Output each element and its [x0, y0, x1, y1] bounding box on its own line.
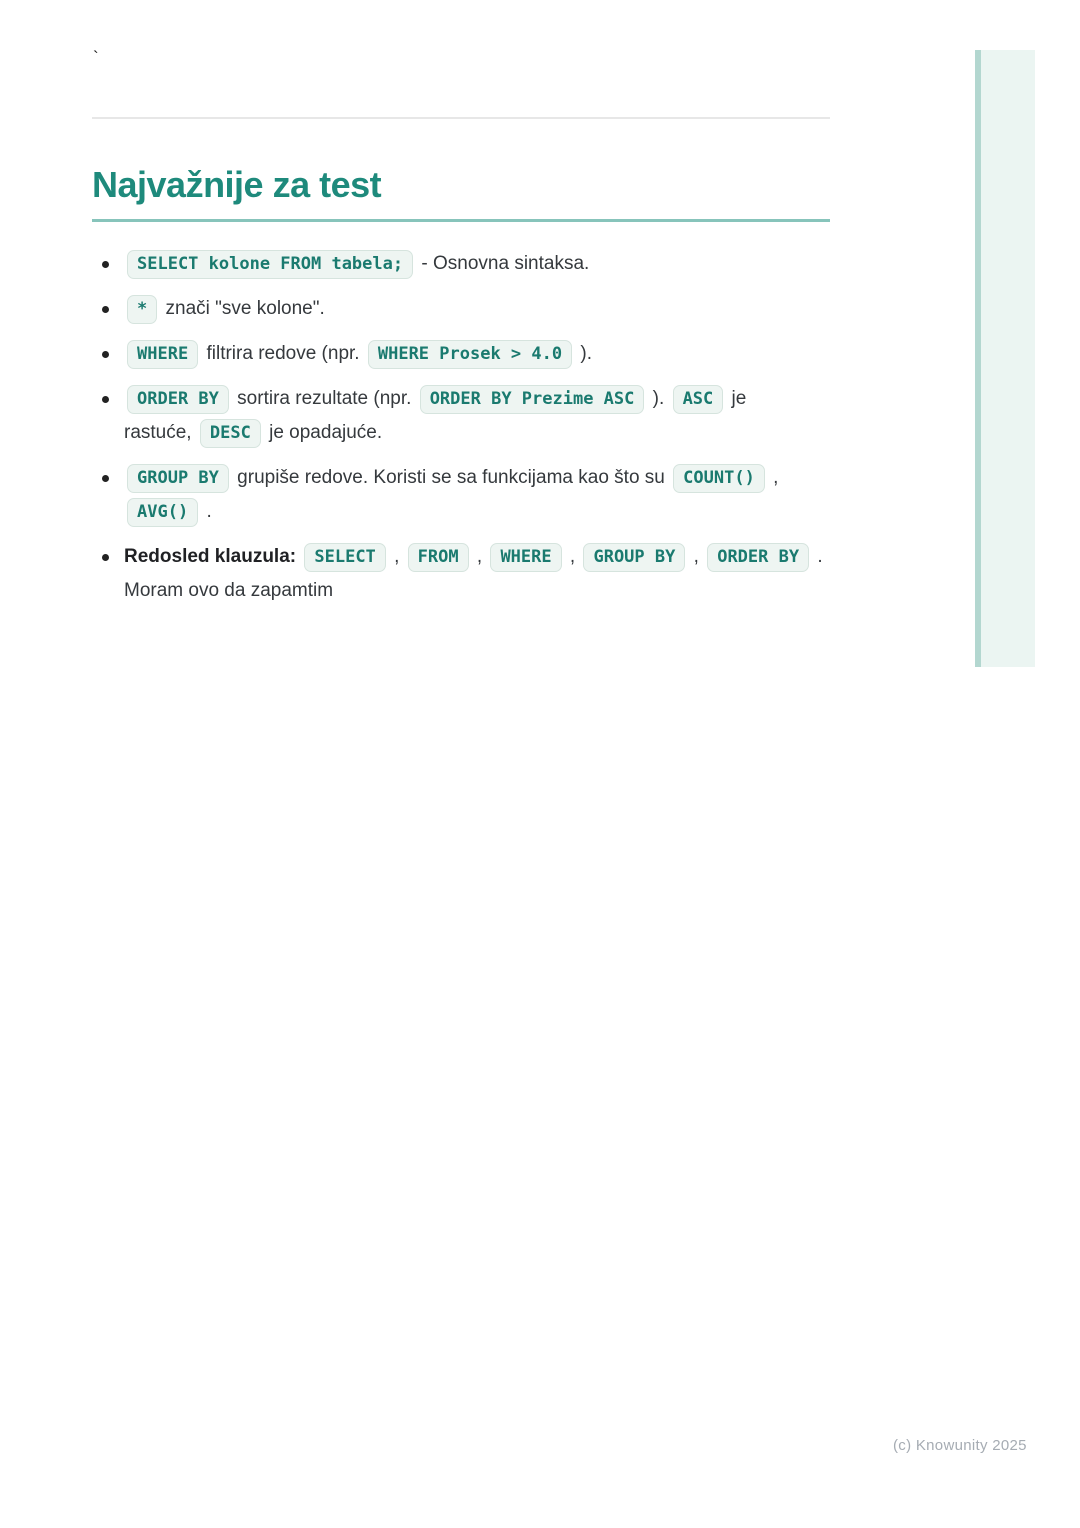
text-run: ,	[688, 546, 705, 567]
sql-code-chip: WHERE	[490, 543, 561, 572]
sql-code-chip: GROUP BY	[583, 543, 685, 572]
text-run: ,	[388, 546, 405, 567]
sql-code-chip: AVG()	[127, 498, 198, 527]
text-run: ,	[564, 546, 581, 567]
page-title: Najvažnije za test	[92, 166, 830, 222]
text-run: ,	[767, 467, 779, 488]
sql-code-chip: ASC	[673, 385, 724, 414]
sql-code-chip: ORDER BY Prezime ASC	[420, 385, 645, 414]
text-run: Moram ovo da zapamtim	[124, 580, 334, 601]
list-item	[92, 382, 830, 450]
stray-backtick: `	[93, 48, 99, 67]
list-item	[92, 461, 830, 529]
sql-code-chip: FROM	[408, 543, 469, 572]
text-run: grupiše redove. Koristi se sa funkcijama kao što su	[231, 467, 671, 488]
sql-code-chip: GROUP BY	[127, 464, 229, 493]
key-points-list	[92, 247, 830, 608]
top-divider	[92, 117, 830, 119]
sql-code-chip: SELECT kolone FROM tabela;	[127, 250, 413, 279]
text-run: je	[726, 388, 747, 409]
text-run: sortira rezultate (npr.	[231, 388, 417, 409]
sql-code-chip: *	[127, 295, 157, 324]
sql-code-chip: WHERE	[127, 340, 198, 369]
list-item	[92, 337, 830, 371]
text-run: ,	[471, 546, 488, 567]
text-run: filtrira redove (npr.	[201, 343, 365, 364]
copyright-text: (c) Knowunity 2025	[893, 1437, 1027, 1454]
list-item	[92, 540, 830, 608]
text-run: rastuće,	[124, 422, 197, 443]
text-run: ).	[647, 388, 670, 409]
text-run: ).	[575, 343, 592, 364]
text-run: znači "sve kolone".	[160, 298, 325, 319]
sql-code-chip: DESC	[200, 419, 261, 448]
text-run: .	[201, 501, 212, 522]
sql-code-chip: COUNT()	[673, 464, 765, 493]
list-item	[92, 292, 830, 326]
sql-code-chip: WHERE Prosek > 4.0	[368, 340, 572, 369]
sql-code-chip: ORDER BY	[707, 543, 809, 572]
text-run: .	[812, 546, 823, 567]
bold-text: Redosled klauzula:	[124, 546, 302, 567]
sql-code-chip: ORDER BY	[127, 385, 229, 414]
list-item	[92, 247, 830, 281]
document-content	[92, 0, 830, 608]
text-run: je opadajuće.	[263, 422, 383, 443]
text-run: - Osnovna sintaksa.	[416, 253, 590, 274]
page-edge-accent	[975, 50, 1035, 667]
sql-code-chip: SELECT	[304, 543, 385, 572]
